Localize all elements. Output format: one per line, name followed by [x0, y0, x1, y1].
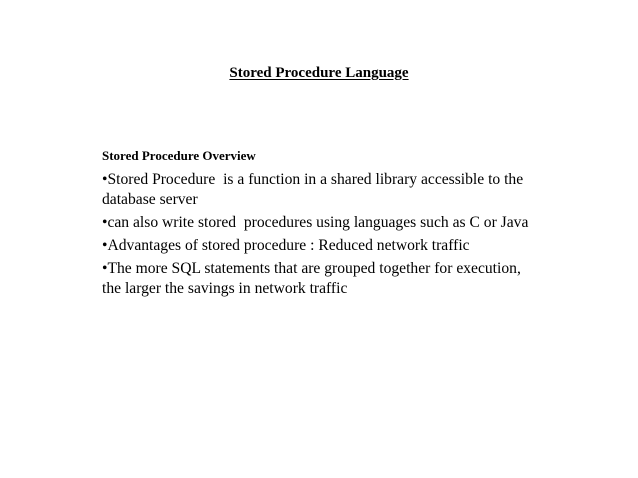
bullet-item-4: •The more SQL statements that are grouped together for execution, the larger the savings in network traffic: [102, 260, 525, 297]
slide-title: Stored Procedure Language: [229, 65, 409, 81]
bullet-item-1: •Stored Procedure is a function in a shared library accessible to the database server: [102, 171, 528, 208]
bullet-item-3: •Advantages of stored procedure : Reduced network traffic: [102, 237, 470, 254]
bullet-item-2: •can also write stored procedures using languages such as C or Java: [102, 214, 529, 231]
section-heading: Stored Procedure Overview: [102, 148, 256, 163]
slide-content: [102, 146, 542, 302]
